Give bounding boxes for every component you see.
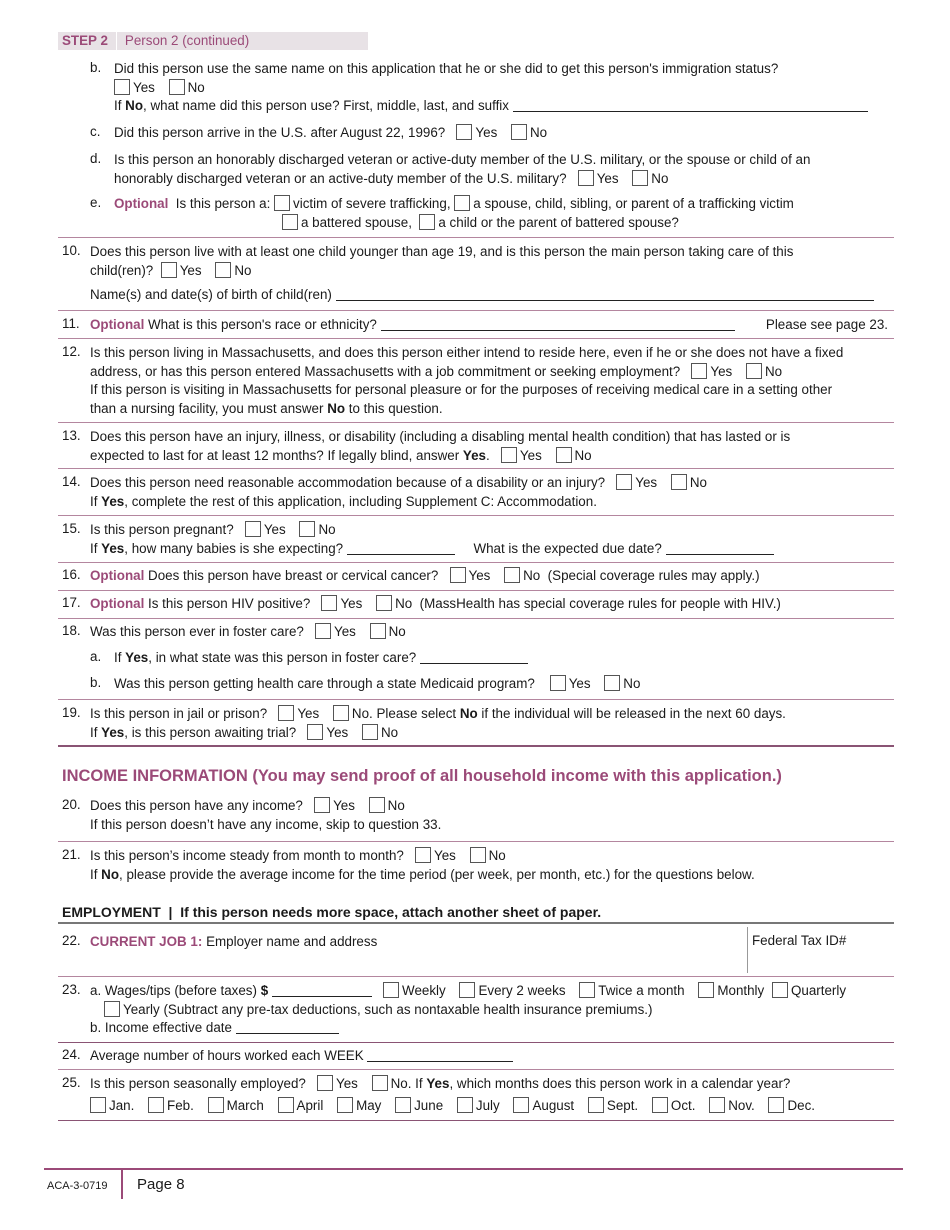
question-text: Is this person a:	[175, 196, 271, 211]
question-number: 13.	[62, 428, 81, 443]
no-label: No	[388, 624, 406, 639]
section-divider	[58, 745, 894, 747]
month-checkbox-jun[interactable]	[395, 1097, 411, 1113]
option-label: Monthly	[717, 983, 765, 998]
no-checkbox[interactable]	[511, 124, 527, 140]
text: If	[114, 650, 126, 665]
question-9c	[90, 124, 894, 143]
optional-label: Optional	[90, 596, 145, 611]
option-label: a spouse, child, sibling, or parent of a trafficking victim	[473, 196, 794, 211]
yes-checkbox[interactable]	[114, 79, 130, 95]
divider	[58, 237, 894, 238]
question-number: 18.	[62, 623, 81, 638]
yearly-checkbox[interactable]	[104, 1001, 120, 1017]
divider	[58, 841, 894, 842]
yes-checkbox[interactable]	[450, 567, 466, 583]
question-text: Does this person live with at least one child younger than age 19, and is this person the main person taking care of this	[90, 244, 794, 259]
question-text: Is this person an honorably discharged veteran or active-duty member of the U.S. military, or the spouse or child of an	[114, 152, 811, 167]
month-label: April	[296, 1097, 324, 1113]
question-9e	[90, 195, 894, 232]
question-18	[62, 623, 894, 642]
text: No. If	[390, 1076, 427, 1091]
question-14	[62, 474, 894, 511]
no-checkbox[interactable]	[671, 474, 687, 490]
page-num: 8	[176, 1176, 185, 1193]
text: If	[90, 540, 102, 556]
battered-spouse-checkbox[interactable]	[282, 214, 298, 230]
no-checkbox[interactable]	[362, 724, 378, 740]
yes-checkbox[interactable]	[415, 847, 431, 863]
yes-checkbox[interactable]	[245, 521, 261, 537]
other-name-field[interactable]	[513, 98, 868, 112]
question-text: Does this person need reasonable accommodation because of a disability or an injury?	[90, 475, 606, 490]
no-label: No	[387, 798, 405, 813]
option-label: Every 2 weeks	[478, 983, 566, 998]
wages-amount-field[interactable]	[272, 983, 372, 997]
yes-label: Yes	[635, 475, 658, 490]
question-number: 20.	[62, 797, 81, 812]
question-letter: c.	[90, 124, 101, 139]
question-number: 25.	[62, 1075, 81, 1090]
question-9d	[90, 151, 894, 188]
question-text: Average number of hours worked each WEEK	[90, 1048, 364, 1063]
text: expected to last for at least 12 months? If legally blind, answer	[90, 447, 463, 463]
no-checkbox[interactable]	[376, 595, 392, 611]
text: than a nursing facility, you must answer	[90, 400, 328, 416]
every-2-weeks-checkbox[interactable]	[459, 982, 475, 998]
no-checkbox[interactable]	[604, 675, 620, 691]
babies-count-field[interactable]	[347, 541, 455, 555]
question-number: 15.	[62, 521, 81, 536]
divider	[58, 562, 894, 563]
month-label: June	[414, 1097, 444, 1113]
question-text: Is this person in jail or prison?	[90, 706, 268, 721]
question-text: Does this person have any income?	[90, 798, 303, 813]
footer-rule	[44, 1168, 903, 1170]
no-checkbox[interactable]	[369, 797, 385, 813]
option-label: Weekly	[402, 983, 446, 998]
month-checkbox-mar[interactable]	[208, 1097, 224, 1113]
yes-label: Yes	[336, 1076, 358, 1091]
divider	[58, 422, 894, 423]
yes-checkbox[interactable]	[317, 1075, 333, 1091]
field-label: Employer name and address	[206, 934, 378, 949]
question-text: Does this person have breast or cervical cancer?	[148, 568, 439, 583]
yes-label: Yes	[710, 363, 733, 379]
no-label: No	[488, 848, 506, 863]
divider	[58, 1042, 894, 1043]
no-label: No	[530, 125, 548, 140]
no-label: No	[523, 568, 541, 583]
month-checkbox-nov[interactable]	[709, 1097, 725, 1113]
no-label: No	[574, 447, 592, 463]
employer-name-address-field[interactable]	[90, 927, 745, 973]
optional-label: Optional	[90, 568, 145, 583]
question-letter: b.	[90, 60, 102, 75]
no-label: No	[380, 724, 399, 740]
bold-text: No	[327, 400, 346, 416]
divider	[58, 310, 894, 311]
question-number: 21.	[62, 847, 81, 862]
yes-label: Yes	[475, 125, 498, 140]
page-number	[137, 1176, 185, 1193]
question-text: Did this person arrive in the U.S. after August 22, 1996?	[114, 125, 446, 140]
no-checkbox[interactable]	[632, 170, 648, 186]
yes-label: Yes	[434, 848, 456, 863]
divider	[58, 618, 894, 619]
month-checkbox-oct[interactable]	[652, 1097, 668, 1113]
question-number: 22.	[62, 933, 81, 948]
question-number: 17.	[62, 595, 81, 610]
question-number: 14.	[62, 474, 81, 489]
bold-text: Yes	[101, 724, 125, 740]
question-text: If this person is visiting in Massachusetts for personal pleasure or for the purposes of receiving medical care in a setting other	[90, 382, 833, 397]
question-letter: a.	[90, 649, 102, 664]
question-19	[62, 705, 894, 742]
step-header	[58, 32, 368, 50]
no-checkbox[interactable]	[746, 363, 762, 379]
question-15	[62, 521, 894, 558]
yes-checkbox[interactable]	[314, 797, 330, 813]
no-label: No	[651, 170, 669, 186]
yes-checkbox[interactable]	[278, 705, 294, 721]
no-label: No	[187, 79, 205, 95]
form-code: ACA-3-0719	[47, 1180, 108, 1192]
question-text: Was this person getting health care through a state Medicaid program?	[114, 676, 535, 691]
no-checkbox[interactable]	[215, 262, 231, 278]
yes-checkbox[interactable]	[161, 262, 177, 278]
no-checkbox[interactable]	[169, 79, 185, 95]
question-number: 11.	[62, 316, 80, 331]
text: , what name did this person use? First, middle, last, and suffix	[143, 98, 509, 113]
month-label: Sept.	[606, 1097, 639, 1113]
optional-label: Optional	[114, 196, 169, 211]
note-text: Please see page 23.	[765, 317, 888, 332]
option-label: a child or the parent of battered spouse?	[438, 214, 679, 230]
month-checkbox-jan[interactable]	[90, 1097, 106, 1113]
yes-label: Yes	[468, 568, 491, 583]
question-number: 23.	[62, 982, 81, 997]
bold-text: No	[459, 706, 478, 721]
question-18a	[90, 649, 894, 668]
no-checkbox[interactable]	[370, 623, 386, 639]
yes-label: Yes	[263, 522, 286, 537]
month-label: May	[356, 1097, 382, 1113]
option-label: victim of severe trafficking,	[293, 196, 451, 211]
bold-text: No	[125, 98, 144, 113]
no-label: No	[318, 522, 336, 537]
employment-section-title: EMPLOYMENT | If this person needs more space, attach another sheet of paper.	[62, 904, 602, 920]
no-checkbox[interactable]	[333, 705, 349, 721]
yes-checkbox[interactable]	[456, 124, 472, 140]
income-effective-date-field[interactable]	[236, 1020, 339, 1034]
yes-checkbox[interactable]	[550, 675, 566, 691]
field-label: a. Wages/tips (before taxes)	[90, 983, 261, 998]
text: If	[90, 724, 102, 740]
yes-checkbox[interactable]	[616, 474, 632, 490]
divider	[58, 1120, 894, 1121]
question-text: Is this person pregnant?	[90, 522, 234, 537]
question-text: Is this person HIV positive?	[148, 596, 311, 611]
no-checkbox[interactable]	[372, 1075, 388, 1091]
month-label: Dec.	[787, 1097, 816, 1113]
option-label: Quarterly	[790, 983, 847, 998]
monthly-checkbox[interactable]	[698, 982, 714, 998]
yes-checkbox[interactable]	[578, 170, 594, 186]
question-25	[62, 1075, 894, 1115]
question-text: child(ren)?	[90, 262, 154, 278]
month-label: August	[532, 1097, 575, 1113]
due-date-field[interactable]	[666, 541, 774, 555]
no-label: No	[623, 676, 641, 691]
month-checkbox-sep[interactable]	[588, 1097, 604, 1113]
text: , how many babies is she expecting?	[124, 540, 344, 556]
question-12	[62, 344, 894, 418]
section-divider	[58, 922, 894, 924]
yes-checkbox[interactable]	[501, 447, 517, 463]
twice-a-month-checkbox[interactable]	[579, 982, 595, 998]
divider	[58, 590, 894, 591]
question-text: If this person doesn’t have any income, skip to question 33.	[90, 816, 442, 832]
divider	[58, 1069, 894, 1070]
step-label: STEP 2	[62, 33, 108, 48]
yes-label: Yes	[133, 79, 155, 95]
question-text: Is this person seasonally employed?	[90, 1076, 306, 1091]
no-label: No	[689, 475, 707, 490]
income-section-title: INCOME INFORMATION (You may send proof of all household income with this application.)	[62, 767, 782, 785]
divider	[58, 468, 894, 469]
currency-symbol: $	[260, 983, 269, 998]
yes-checkbox[interactable]	[321, 595, 337, 611]
text: If	[114, 98, 126, 113]
option-label: a battered spouse,	[301, 214, 412, 230]
question-text: , is this person awaiting trial?	[124, 724, 297, 740]
question-letter: b.	[90, 675, 102, 690]
question-11	[62, 316, 894, 335]
bold-text: Yes	[426, 1076, 450, 1091]
yes-label: Yes	[297, 706, 320, 721]
month-checkbox-aug[interactable]	[513, 1097, 529, 1113]
yes-label: Yes	[340, 596, 363, 611]
weekly-checkbox[interactable]	[383, 982, 399, 998]
question-text: Was this person ever in foster care?	[90, 624, 304, 639]
footer-divider	[121, 1170, 123, 1199]
month-checkbox-feb[interactable]	[148, 1097, 164, 1113]
bold-text: Yes	[462, 447, 487, 463]
question-text: honorably discharged veteran or an active-duty member of the U.S. military?	[114, 170, 567, 186]
text: , complete the rest of this application, including Supplement C: Accommodation.	[124, 493, 597, 509]
yes-label: Yes	[326, 724, 349, 740]
text: , which months does this person work in a calendar year?	[449, 1076, 791, 1091]
yes-checkbox[interactable]	[307, 724, 323, 740]
month-label: Jan.	[109, 1097, 135, 1113]
yes-label: Yes	[179, 262, 202, 278]
yes-label: Yes	[333, 798, 355, 813]
yes-label: Yes	[519, 447, 542, 463]
question-number: 10.	[62, 243, 81, 258]
question-17	[62, 595, 894, 614]
question-text: , in what state was this person in foster care?	[148, 650, 417, 665]
month-label: July	[475, 1097, 500, 1113]
field-label: Name(s) and date(s) of birth of child(ren)	[90, 287, 332, 302]
yes-label: Yes	[596, 170, 619, 186]
text: if the individual will be released in the next 60 days.	[477, 706, 786, 721]
question-letter: e.	[90, 195, 102, 210]
question-number: 24.	[62, 1047, 81, 1062]
weekly-hours-field[interactable]	[367, 1048, 513, 1062]
divider	[58, 338, 894, 339]
note-text: (MassHealth has special coverage rules for people with HIV.)	[419, 596, 781, 611]
no-checkbox[interactable]	[299, 521, 315, 537]
question-text: Is this person’s income steady from month to month?	[90, 848, 404, 863]
question-9b	[90, 60, 894, 116]
question-text: Is this person living in Massachusetts, and does this person either intend to reside here, even if he or she does not have a fixed	[90, 345, 844, 360]
bold-text: Yes	[101, 540, 125, 556]
question-24	[62, 1047, 894, 1066]
question-10	[62, 243, 894, 305]
question-20	[62, 797, 894, 834]
question-13	[62, 428, 894, 465]
job-label: CURRENT JOB 1:	[90, 934, 203, 949]
divider	[58, 515, 894, 516]
step-title: Person 2 (continued)	[124, 33, 250, 48]
page-label: Page	[137, 1176, 173, 1193]
question-number: 12.	[62, 344, 81, 359]
text: If	[90, 866, 102, 882]
month-label: Oct.	[670, 1097, 696, 1113]
question-letter: d.	[90, 151, 102, 166]
no-checkbox[interactable]	[556, 447, 572, 463]
month-label: Feb.	[167, 1097, 194, 1113]
divider	[58, 976, 894, 977]
column-divider	[747, 927, 748, 973]
question-number: 19.	[62, 705, 81, 720]
field-label: What is the expected due date?	[473, 540, 662, 556]
field-label: b. Income effective date	[90, 1020, 232, 1035]
question-16	[62, 567, 894, 586]
yes-checkbox[interactable]	[691, 363, 707, 379]
quarterly-checkbox[interactable]	[772, 982, 788, 998]
no-label: No	[764, 363, 783, 379]
race-ethnicity-field[interactable]	[381, 317, 735, 331]
month-label: March	[226, 1097, 264, 1113]
question-23	[62, 982, 894, 1038]
divider	[58, 699, 894, 700]
federal-tax-id-label: Federal Tax ID#	[752, 933, 847, 948]
no-checkbox[interactable]	[470, 847, 486, 863]
text: No. Please select	[351, 706, 460, 721]
question-text: What is this person's race or ethnicity?	[148, 317, 377, 332]
trafficking-victim-checkbox[interactable]	[274, 195, 290, 211]
bold-text: Yes	[101, 493, 125, 509]
note-text: (Special coverage rules may apply.)	[547, 568, 760, 583]
question-text: , please provide the average income for the time period (per week, per month, etc.) for the questions below.	[119, 866, 755, 882]
bold-text: Yes	[125, 650, 149, 665]
question-18b	[90, 675, 894, 694]
text: If	[90, 493, 102, 509]
text: to this question.	[345, 400, 443, 416]
yes-label: Yes	[334, 624, 356, 639]
bold-text: No	[101, 866, 120, 882]
month-checkbox-may[interactable]	[337, 1097, 353, 1113]
children-names-field[interactable]	[336, 287, 874, 301]
optional-label: Optional	[90, 317, 145, 332]
no-label: No	[395, 596, 413, 611]
month-label: Nov.	[728, 1097, 755, 1113]
month-checkbox-apr[interactable]	[278, 1097, 294, 1113]
question-text: address, or has this person entered Massachusetts with a job commitment or seeking employment?	[90, 363, 681, 379]
no-checkbox[interactable]	[504, 567, 520, 583]
question-21	[62, 847, 894, 884]
foster-state-field[interactable]	[420, 650, 528, 664]
no-label: No	[234, 262, 252, 278]
option-label: Yearly (Subtract any pre-tax deductions, such as nontaxable health insurance premiums.)	[123, 1001, 653, 1017]
question-text: Did this person use the same name on this application that he or she did to get this person's immigration status?	[114, 61, 779, 76]
yes-label: Yes	[568, 676, 591, 691]
battered-child-parent-checkbox[interactable]	[419, 214, 435, 230]
month-checkbox-jul[interactable]	[457, 1097, 473, 1113]
yes-checkbox[interactable]	[315, 623, 331, 639]
question-text: Does this person have an injury, illness, or disability (including a disabling mental health condition) that has lasted or is	[90, 429, 791, 444]
question-number: 16.	[62, 567, 81, 582]
month-checkbox-dec[interactable]	[768, 1097, 784, 1113]
text: .	[486, 447, 490, 463]
option-label: Twice a month	[598, 983, 685, 998]
trafficking-relative-checkbox[interactable]	[454, 195, 470, 211]
